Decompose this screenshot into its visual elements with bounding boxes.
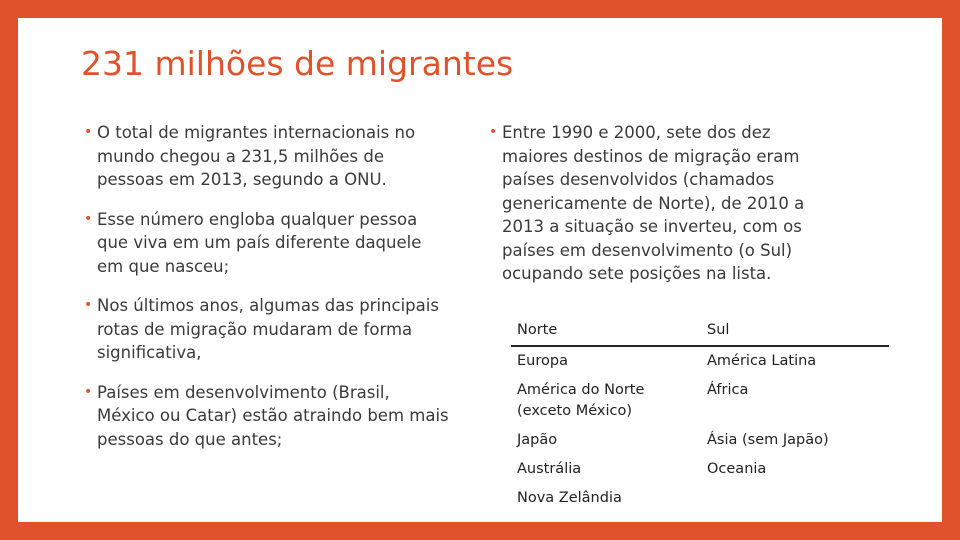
table-row (511, 346, 889, 376)
table-header-row (511, 316, 889, 346)
table-row (511, 376, 889, 426)
bullet-text: Países em desenvolvimento (Brasil, México ou Catar) estão atraindo bem mais pessoas do que antes; (97, 382, 449, 449)
slide-title: 231 milhões de migrantes (81, 44, 514, 83)
table-cell (701, 484, 889, 513)
north-south-table (511, 316, 889, 513)
bullet-item (84, 121, 449, 192)
bullet-text: Nos últimos anos, algumas das principais rotas de migração mudaram de forma significativa, (97, 296, 439, 362)
bullet-item (489, 121, 839, 286)
bullet-marker: • (84, 383, 93, 400)
column-header-norte: Norte (511, 316, 701, 346)
left-bullet-list (84, 121, 449, 451)
table-row (511, 484, 889, 513)
bullet-item (84, 294, 449, 365)
table-cell: Ásia (sem Japão) (707, 432, 829, 448)
bullet-marker: • (84, 124, 93, 140)
bullet-marker: • (489, 124, 498, 140)
table-cell: Japão (517, 432, 558, 448)
table-cell: África (707, 382, 749, 398)
bullet-text: Esse número engloba qualquer pessoa que viva em um país diferente daquele em que nasceu; (97, 209, 422, 276)
table-cell: América Latina (707, 353, 817, 369)
column-header-sul: Sul (701, 316, 889, 346)
table-cell: América do Norte (exceto México) (517, 382, 645, 419)
bullet-marker: • (84, 210, 93, 227)
table-cell: Europa (517, 353, 568, 369)
bullet-item (84, 381, 449, 452)
table-row (511, 455, 889, 484)
table-cell: Austrália (517, 461, 582, 477)
table-cell: Oceania (707, 461, 767, 477)
bullet-marker: • (84, 297, 93, 313)
table-cell: Nova Zelândia (517, 490, 622, 506)
bullet-text: Entre 1990 e 2000, sete dos dez maiores destinos de migração eram países desenvolvidos (chamados genericamente de Norte), de 2010 a 2013 a situação se inverteu, com os países em desenvolvimento (o Sul) ocupando sete posições na lista. (502, 123, 805, 283)
table-row (511, 426, 889, 455)
bullet-item (84, 208, 449, 279)
bullet-text: O total de migrantes internacionais no mundo chegou a 231,5 milhões de pessoas em 2013, segundo a ONU. (97, 123, 416, 189)
right-bullet-list (489, 121, 839, 286)
